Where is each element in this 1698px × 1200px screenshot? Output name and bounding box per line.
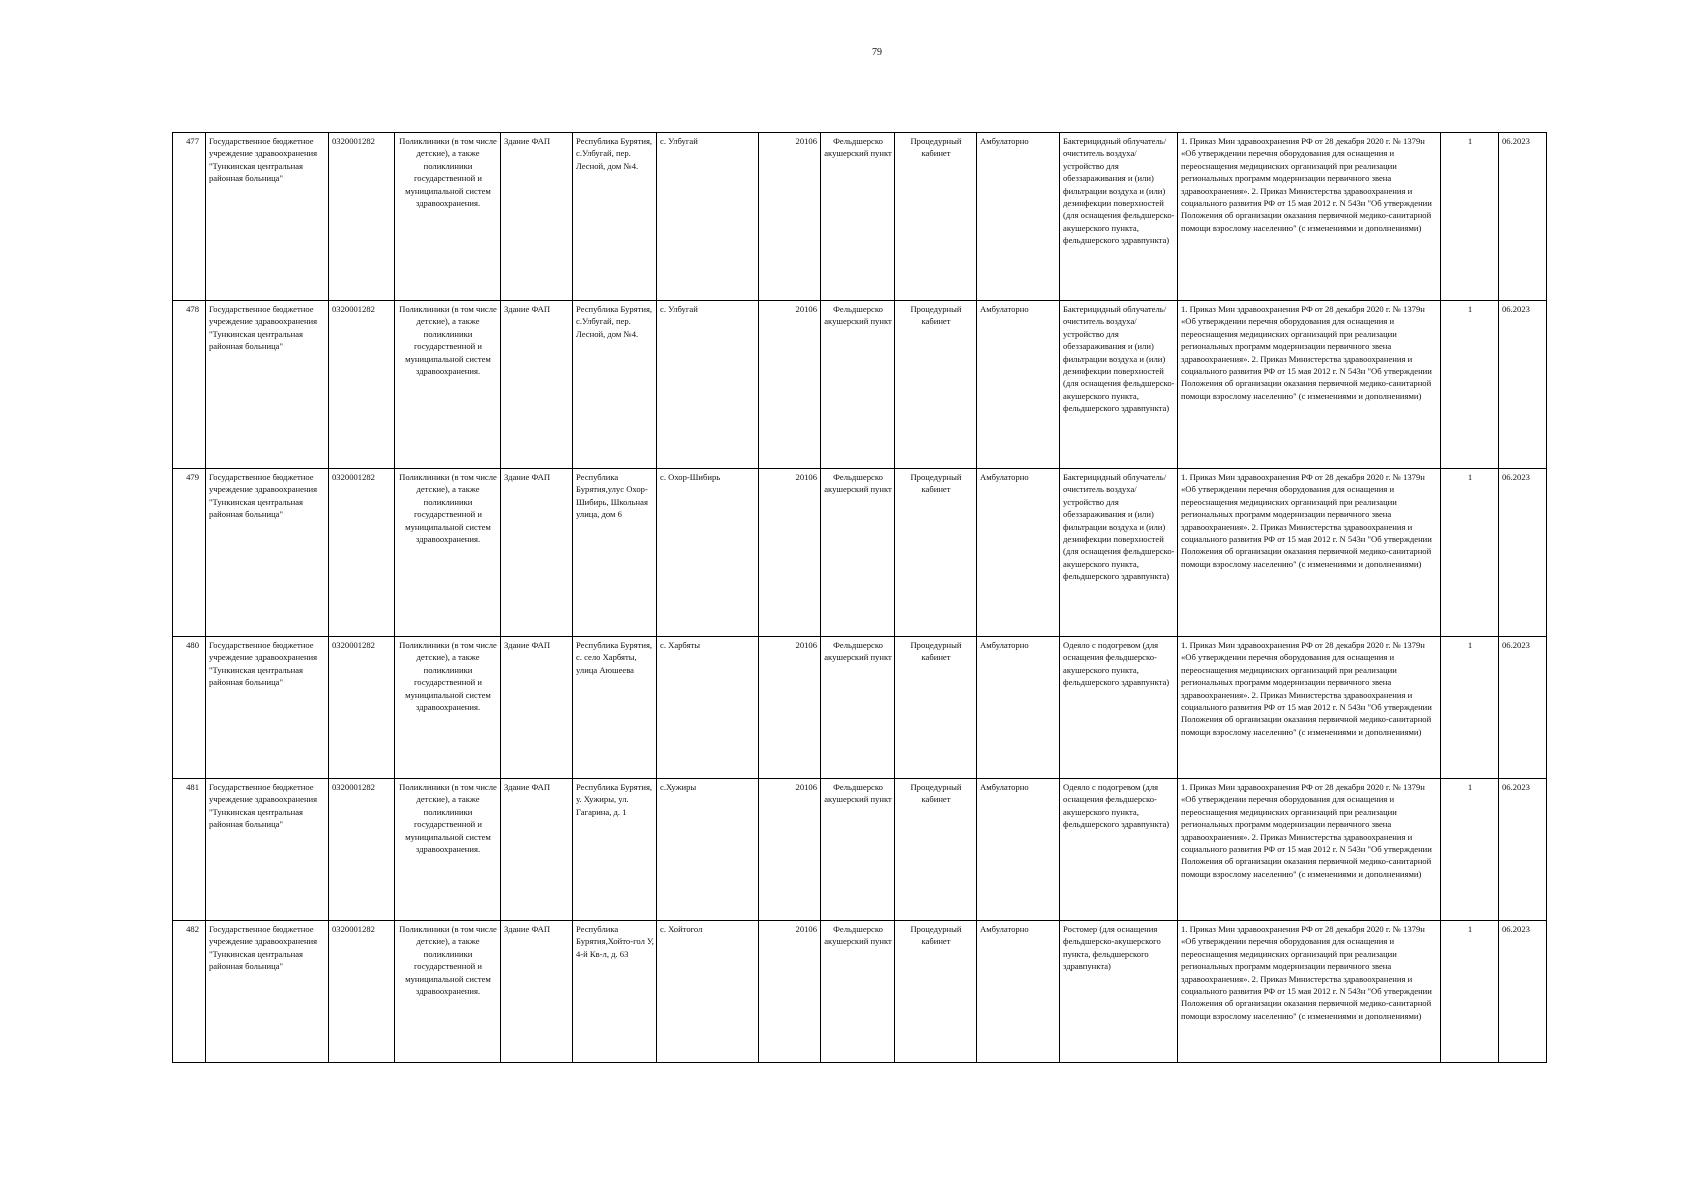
facility-type: Фельдшерско акушерский пункт [821,921,895,1063]
organization-name: Государственное бюджетное учреждение здравоохранения "Тункинская центральная районная больница" [206,301,329,469]
row-number: 482 [173,921,206,1063]
quantity: 1 [1441,301,1499,469]
date: 06.2023 [1499,637,1547,779]
room: Процедурный кабинет [895,301,977,469]
facility-type: Фельдшерско акушерский пункт [821,301,895,469]
legal-basis: 1. Приказ Мин здравоохранения РФ от 28 декабря 2020 г. № 1379н «Об утверждении перечня оборудования для оснащения и переоснащения медицинских организаций при реализации региональных программ модернизации первичного звена здравоохранения». 2. Приказ Министерства здравоохранения и социального развития РФ от 15 мая 2012 г. N 543н "Об утверждении Положения об организации оказания первичной медико-санитарной помощи взрослому населению" (с изменениями и дополнениями) [1178,637,1441,779]
equipment: Бактерицидный облучатель/очиститель воздуха/устройство для обеззараживания и (или) фильтрации воздуха и (или) дезинфекции поверхностей (для оснащения фельдшерско-акушерского пункта, фельдшерского здравпункта) [1060,301,1178,469]
facility-category: Поликлиники (в том числе детские), а также поликлиники государственной и муниципальной систем здравоохранения. [395,469,501,637]
address: Республика Бурятия,улус Охор-Шибирь, Школьная улица, дом 6 [573,469,657,637]
quantity: 1 [1441,921,1499,1063]
locality: с. Охор-Шибирь [657,469,759,637]
table-row [173,469,1547,637]
facility-category: Поликлиники (в том числе детские), а также поликлиники государственной и муниципальной систем здравоохранения. [395,921,501,1063]
address: Республика Бурятия, с.Улбугай, пер. Лесной, дом №4. [573,133,657,301]
table-row [173,779,1547,921]
code: 20106 [759,301,821,469]
building: Здание ФАП [501,301,573,469]
facility-type: Фельдшерско акушерский пункт [821,469,895,637]
organization-name: Государственное бюджетное учреждение здравоохранения "Тункинская центральная районная больница" [206,133,329,301]
legal-basis: 1. Приказ Мин здравоохранения РФ от 28 декабря 2020 г. № 1379н «Об утверждении перечня оборудования для оснащения и переоснащения медицинских организаций при реализации региональных программ модернизации первичного звена здравоохранения». 2. Приказ Министерства здравоохранения и социального развития РФ от 15 мая 2012 г. N 543н "Об утверждении Положения об организации оказания первичной медико-санитарной помощи взрослому населению" (с изменениями и дополнениями) [1178,921,1441,1063]
row-number: 477 [173,133,206,301]
row-number: 480 [173,637,206,779]
room: Процедурный кабинет [895,637,977,779]
date: 06.2023 [1499,301,1547,469]
organization-name: Государственное бюджетное учреждение здравоохранения "Тункинская центральная районная больница" [206,921,329,1063]
locality: с. Хойтогол [657,921,759,1063]
facility-type: Фельдшерско акушерский пункт [821,779,895,921]
inn: 0320001282 [329,921,395,1063]
quantity: 1 [1441,637,1499,779]
room: Процедурный кабинет [895,469,977,637]
date: 06.2023 [1499,921,1547,1063]
organization-name: Государственное бюджетное учреждение здравоохранения "Тункинская центральная районная больница" [206,469,329,637]
care-form: Амбулаторно [977,637,1060,779]
equipment: Одеяло с подогревом (для оснащения фельдшерско-акушерского пункта, фельдшерского здравпункта) [1060,779,1178,921]
facility-type: Фельдшерско акушерский пункт [821,133,895,301]
equipment: Одеяло с подогревом (для оснащения фельдшерско-акушерского пункта, фельдшерского здравпункта) [1060,637,1178,779]
address: Республика Бурятия, у. Хужиры, ул. Гагарина, д. 1 [573,779,657,921]
table-row [173,921,1547,1063]
care-form: Амбулаторно [977,779,1060,921]
equipment: Бактерицидный облучатель/очиститель воздуха/устройство для обеззараживания и (или) фильтрации воздуха и (или) дезинфекции поверхностей (для оснащения фельдшерско-акушерского пункта, фельдшерского здравпункта) [1060,469,1178,637]
row-number: 478 [173,301,206,469]
room: Процедурный кабинет [895,133,977,301]
room: Процедурный кабинет [895,921,977,1063]
building: Здание ФАП [501,637,573,779]
legal-basis: 1. Приказ Мин здравоохранения РФ от 28 декабря 2020 г. № 1379н «Об утверждении перечня оборудования для оснащения и переоснащения медицинских организаций при реализации региональных программ модернизации первичного звена здравоохранения». 2. Приказ Министерства здравоохранения и социального развития РФ от 15 мая 2012 г. N 543н "Об утверждении Положения об организации оказания первичной медико-санитарной помощи взрослому населению" (с изменениями и дополнениями) [1178,469,1441,637]
building: Здание ФАП [501,921,573,1063]
facility-category: Поликлиники (в том числе детские), а также поликлиники государственной и муниципальной систем здравоохранения. [395,301,501,469]
inn: 0320001282 [329,637,395,779]
organization-name: Государственное бюджетное учреждение здравоохранения "Тункинская центральная районная больница" [206,779,329,921]
inn: 0320001282 [329,301,395,469]
address: Республика Бурятия,Хойто-гол У, 4-й Кв-л, д. 63 [573,921,657,1063]
table-row [173,637,1547,779]
row-number: 481 [173,779,206,921]
locality: с. Харбяты [657,637,759,779]
organization-name: Государственное бюджетное учреждение здравоохранения "Тункинская центральная районная больница" [206,637,329,779]
care-form: Амбулаторно [977,921,1060,1063]
legal-basis: 1. Приказ Мин здравоохранения РФ от 28 декабря 2020 г. № 1379н «Об утверждении перечня оборудования для оснащения и переоснащения медицинских организаций при реализации региональных программ модернизации первичного звена здравоохранения». 2. Приказ Министерства здравоохранения и социального развития РФ от 15 мая 2012 г. N 543н "Об утверждении Положения об организации оказания первичной медико-санитарной помощи взрослому населению" (с изменениями и дополнениями) [1178,133,1441,301]
quantity: 1 [1441,779,1499,921]
locality: с.Хужиры [657,779,759,921]
date: 06.2023 [1499,779,1547,921]
legal-basis: 1. Приказ Мин здравоохранения РФ от 28 декабря 2020 г. № 1379н «Об утверждении перечня оборудования для оснащения и переоснащения медицинских организаций при реализации региональных программ модернизации первичного звена здравоохранения». 2. Приказ Министерства здравоохранения и социального развития РФ от 15 мая 2012 г. N 543н "Об утверждении Положения об организации оказания первичной медико-санитарной помощи взрослому населению" (с изменениями и дополнениями) [1178,779,1441,921]
table-row [173,133,1547,301]
room: Процедурный кабинет [895,779,977,921]
code: 20106 [759,469,821,637]
care-form: Амбулаторно [977,301,1060,469]
locality: с. Улбугай [657,301,759,469]
locality: с. Улбугай [657,133,759,301]
equipment: Ростомер (для оснащения фельдшерско-акушерского пункта, фельдшерского здравпункта) [1060,921,1178,1063]
page-number: 79 [872,47,882,58]
facility-category: Поликлиники (в том числе детские), а также поликлиники государственной и муниципальной систем здравоохранения. [395,779,501,921]
quantity: 1 [1441,469,1499,637]
code: 20106 [759,637,821,779]
inn: 0320001282 [329,133,395,301]
address: Республика Бурятия, с. село Харбяты, улица Аюшеева [573,637,657,779]
building: Здание ФАП [501,469,573,637]
equipment-registry-table [172,132,1547,1063]
facility-category: Поликлиники (в том числе детские), а также поликлиники государственной и муниципальной систем здравоохранения. [395,637,501,779]
address: Республика Бурятия, с.Улбугай, пер. Лесной, дом №4. [573,301,657,469]
table-row [173,301,1547,469]
inn: 0320001282 [329,779,395,921]
building: Здание ФАП [501,133,573,301]
inn: 0320001282 [329,469,395,637]
code: 20106 [759,133,821,301]
code: 20106 [759,921,821,1063]
care-form: Амбулаторно [977,133,1060,301]
row-number: 479 [173,469,206,637]
care-form: Амбулаторно [977,469,1060,637]
code: 20106 [759,779,821,921]
facility-category: Поликлиники (в том числе детские), а также поликлиники государственной и муниципальной систем здравоохранения. [395,133,501,301]
quantity: 1 [1441,133,1499,301]
date: 06.2023 [1499,469,1547,637]
building: Здание ФАП [501,779,573,921]
legal-basis: 1. Приказ Мин здравоохранения РФ от 28 декабря 2020 г. № 1379н «Об утверждении перечня оборудования для оснащения и переоснащения медицинских организаций при реализации региональных программ модернизации первичного звена здравоохранения». 2. Приказ Министерства здравоохранения и социального развития РФ от 15 мая 2012 г. N 543н "Об утверждении Положения об организации оказания первичной медико-санитарной помощи взрослому населению" (с изменениями и дополнениями) [1178,301,1441,469]
equipment: Бактерицидный облучатель/очиститель воздуха/устройство для обеззараживания и (или) фильтрации воздуха и (или) дезинфекции поверхностей (для оснащения фельдшерско-акушерского пункта, фельдшерского здравпункта) [1060,133,1178,301]
facility-type: Фельдшерско акушерский пункт [821,637,895,779]
table-body [173,133,1547,1063]
date: 06.2023 [1499,133,1547,301]
